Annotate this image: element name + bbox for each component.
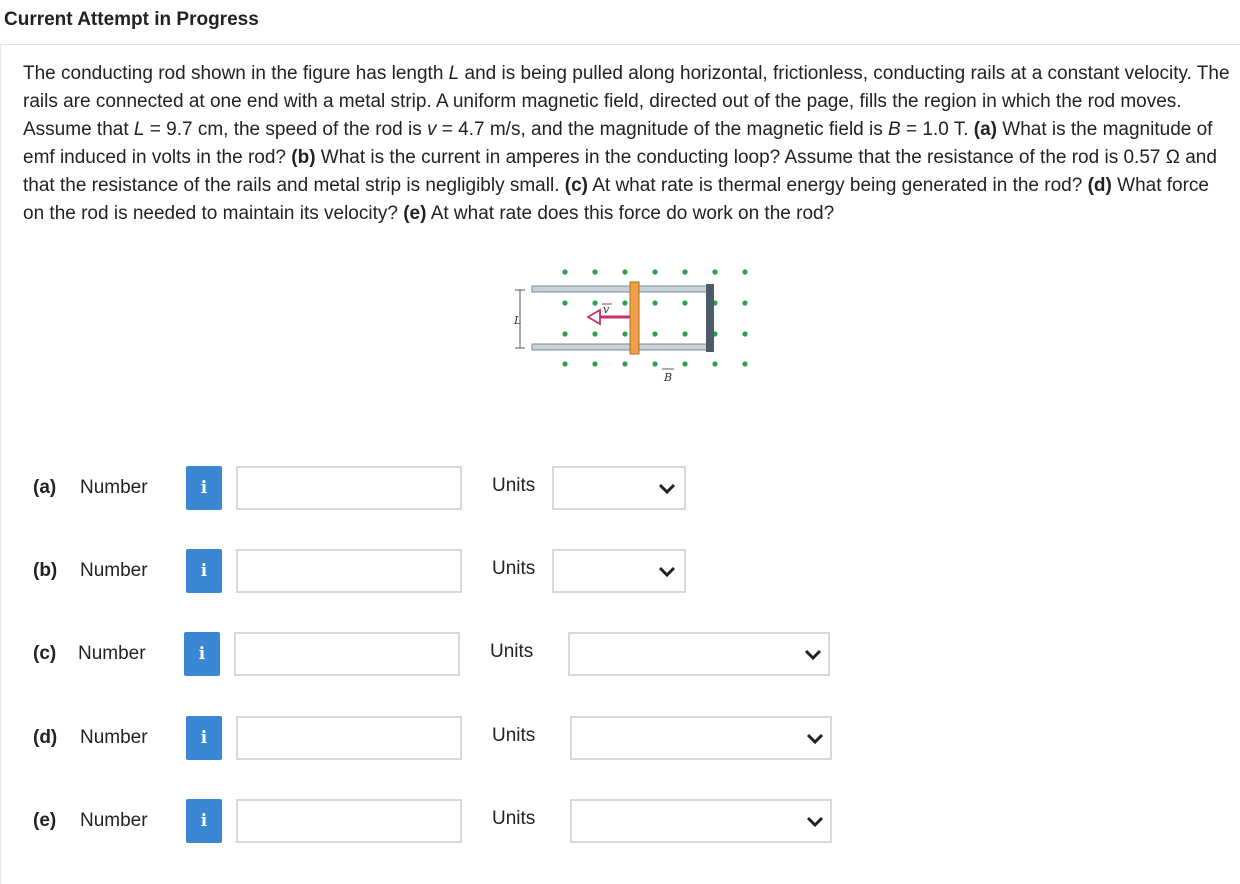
answer-row-a — [0, 466, 1240, 510]
part-label: (b) — [33, 560, 58, 581]
units-select-b[interactable] — [552, 549, 686, 593]
number-label: Number — [78, 643, 146, 664]
answer-row-b — [0, 549, 1240, 593]
info-icon[interactable]: i — [186, 799, 222, 843]
units-label: Units — [492, 808, 536, 829]
conducting-rod — [630, 282, 639, 354]
number-label: Number — [80, 477, 148, 498]
velocity-label: v — [603, 303, 610, 316]
rod-rails-figure — [512, 260, 762, 390]
part-label: (a) — [33, 477, 57, 498]
units-select-a[interactable] — [552, 466, 686, 510]
question-text: The conducting rod shown in the figure has length L and is being pulled along horizontal, frictionless, conducting rails at a constant velocity. The rails are connected at one end with a metal strip. A uniform magnetic field, directed out of the page, fills the region in which the rod moves. Assume that L = 9.7 cm, the speed of the rod is v = 4.7 m/s, and the magnitude of the magnetic field is B = 1.0 T. (a) What is the magnitude of emf induced in volts in the rod? (b) What is the current in amperes in the conducting loop? Assume that the resistance of the rod is 0.57 Ω and that the resistance of the rails and metal strip is negligibly small. (c) At what rate is thermal energy being generated in the rod? (d) What force on the rod is needed to maintain its velocity? (e) At what rate does this force do work on the rod? — [23, 63, 1230, 224]
number-input-d[interactable] — [236, 716, 462, 760]
info-icon[interactable]: i — [186, 466, 222, 510]
chevron-down-icon — [658, 483, 676, 495]
units-select-e[interactable] — [570, 799, 832, 843]
number-input-b[interactable] — [236, 549, 462, 593]
field-label: B — [664, 371, 673, 384]
number-input-c[interactable] — [234, 632, 460, 676]
length-label: L — [514, 314, 522, 327]
units-select-d[interactable] — [570, 716, 832, 760]
number-input-a[interactable] — [236, 466, 462, 510]
chevron-down-icon — [658, 566, 676, 578]
chevron-down-icon — [804, 649, 822, 661]
answer-row-d — [0, 716, 1240, 760]
part-label: (e) — [33, 810, 57, 831]
answer-row-e — [0, 799, 1240, 843]
metal-strip — [706, 284, 714, 352]
bottom-rail — [532, 344, 712, 350]
units-label: Units — [492, 475, 536, 496]
units-select-c[interactable] — [568, 632, 830, 676]
part-label: (c) — [33, 643, 57, 664]
chevron-down-icon — [806, 733, 824, 745]
units-label: Units — [492, 558, 536, 579]
chevron-down-icon — [806, 816, 824, 828]
answer-row-c — [0, 632, 1240, 676]
velocity-arrowhead — [588, 310, 600, 324]
info-icon[interactable]: i — [184, 632, 220, 676]
units-label: Units — [492, 725, 536, 746]
part-label: (d) — [33, 727, 58, 748]
number-input-e[interactable] — [236, 799, 462, 843]
header-divider — [0, 44, 1240, 45]
top-rail — [532, 286, 712, 292]
number-label: Number — [80, 810, 148, 831]
page-title: Current Attempt in Progress — [4, 9, 259, 30]
number-label: Number — [80, 560, 148, 581]
info-icon[interactable]: i — [186, 716, 222, 760]
units-label: Units — [490, 641, 534, 662]
number-label: Number — [80, 727, 148, 748]
info-icon[interactable]: i — [186, 549, 222, 593]
